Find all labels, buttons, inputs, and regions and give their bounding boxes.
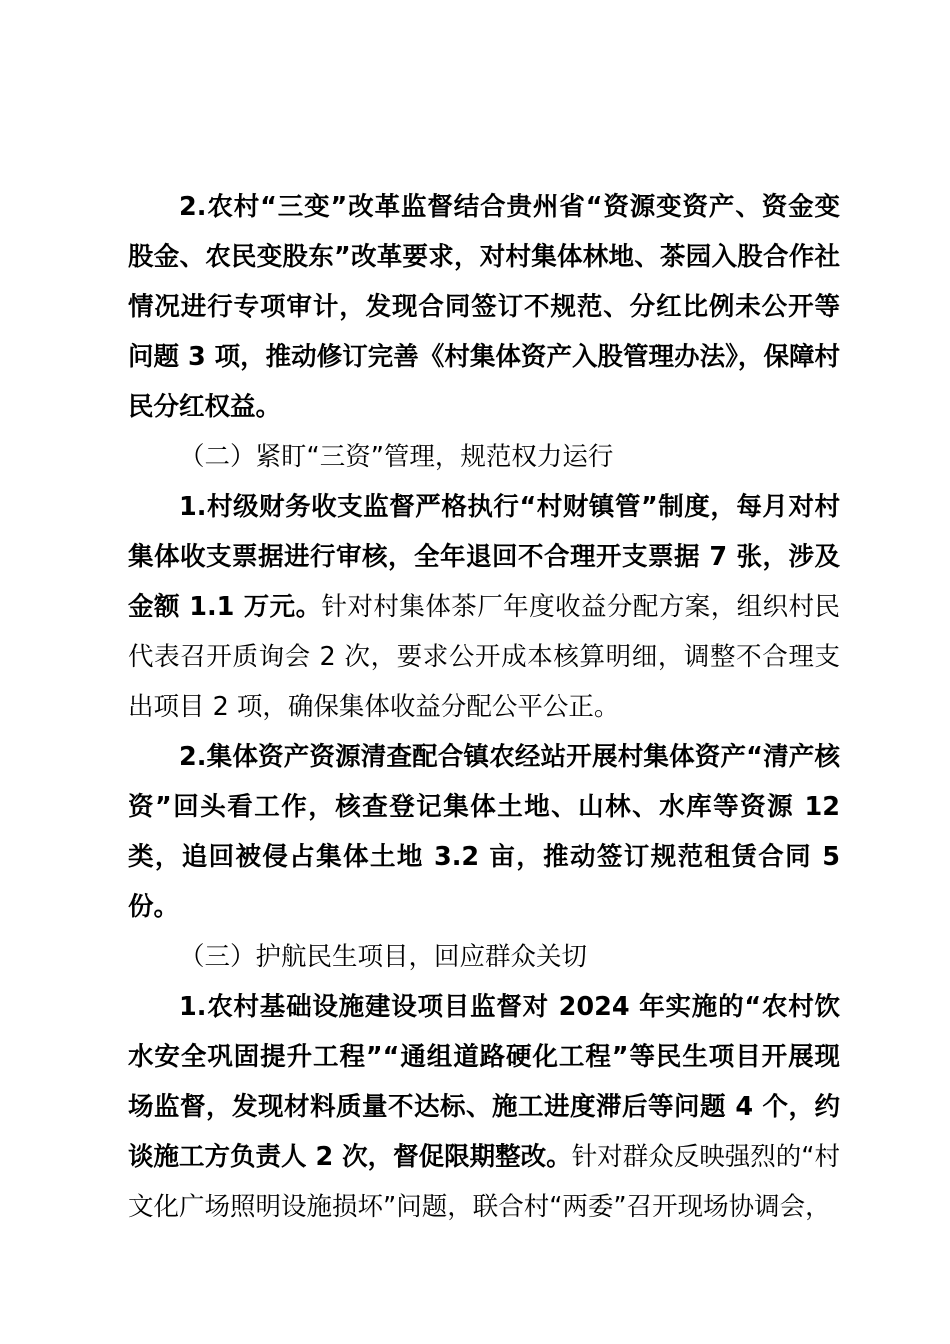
section-heading-livelihood	[128, 932, 840, 982]
paragraph-asset-inventory	[128, 732, 840, 932]
paragraph-infrastructure-supervision	[128, 982, 840, 1232]
paragraph-bold-text: 1.农村基础设施建设项目监督对 2024 年实施的“农村饮水安全巩固提升工程”“通组道路硬化工程”等民生项目开展现场监督，发现材料质量不达标、施工进度滞后等问题 4 个，约谈施工方负责人 2 次，督促限期整改。	[128, 992, 840, 1172]
section-heading-text: （二）紧盯“三资”管理，规范权力运行	[179, 442, 614, 472]
paragraph-normal-text: 针对群众反映强烈的“村文化广场照明设施损坏”问题，联合村“两委”召开现场协调会，	[128, 1142, 840, 1222]
paragraph-bold-text: 1.村级财务收支监督严格执行“村财镇管”制度，每月对村集体收支票据进行审核，全年退回不合理开支票据 7 张，涉及金额 1.1 万元。	[128, 492, 840, 622]
paragraph-normal-text: 针对村集体茶厂年度收益分配方案，组织村民代表召开质询会 2 次，要求公开成本核算明细，调整不合理支出项目 2 项，确保集体收益分配公平公正。	[128, 592, 840, 722]
document-body	[128, 182, 840, 1232]
paragraph-three-changes-reform	[128, 182, 840, 432]
paragraph-bold-text: 2.农村“三变”改革监督结合贵州省“资源变资产、资金变股金、农民变股东”改革要求，对村集体林地、茶园入股合作社情况进行专项审计，发现合同签订不规范、分红比例未公开等问题 3 项，推动修订完善《村集体资产入股管理办法》，保障村民分红权益。	[128, 192, 840, 422]
section-heading-text: （三）护航民生项目，回应群众关切	[179, 942, 588, 972]
paragraph-bold-text: 2.集体资产资源清查配合镇农经站开展村集体资产“清产核资”回头看工作，核查登记集体土地、山林、水库等资源 12 类，追回被侵占集体土地 3.2 亩，推动签订规范租赁合同 5 份。	[128, 742, 840, 922]
section-heading-three-assets	[128, 432, 840, 482]
paragraph-village-finance	[128, 482, 840, 732]
